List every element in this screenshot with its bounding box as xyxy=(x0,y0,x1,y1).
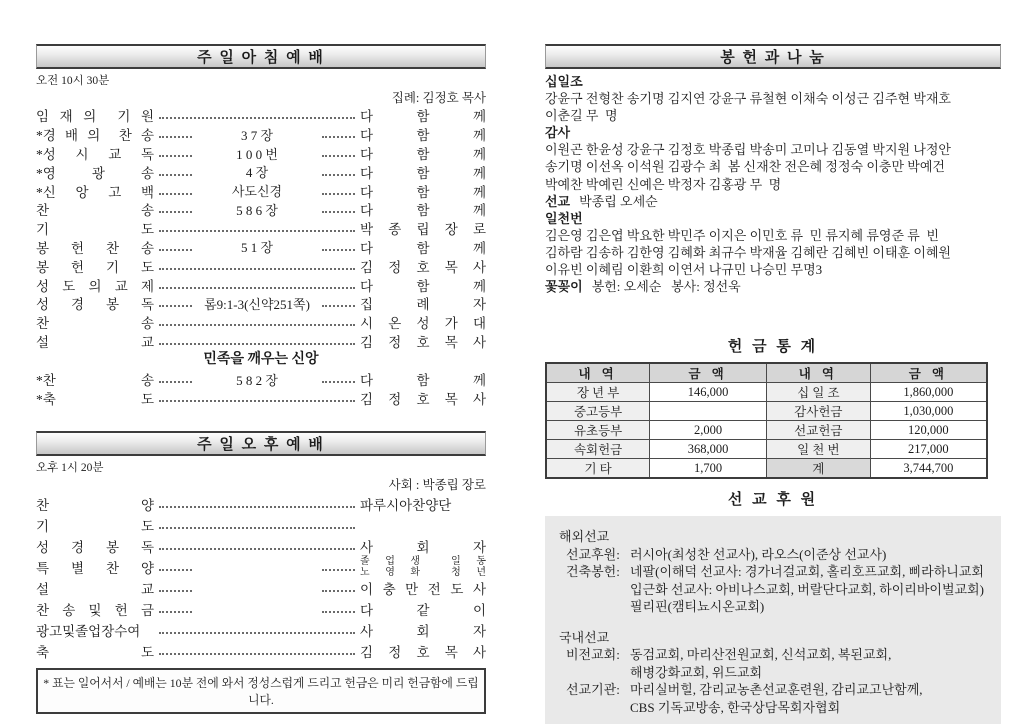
row-person: 다 함 께 xyxy=(360,128,486,144)
stats-label-cell: 일 천 번 xyxy=(766,440,870,459)
leader-dots xyxy=(322,305,355,307)
stats-header-cell: 내 역 xyxy=(546,363,650,383)
row-person: 다 함 께 xyxy=(360,373,486,389)
row-person: 김 정 호 목 사 xyxy=(360,644,486,660)
flower-heading: 꽃꽂이 xyxy=(545,279,583,295)
leader-dots xyxy=(159,305,192,307)
overseas-mission-group xyxy=(559,528,989,616)
row-value: 1 0 0 번 xyxy=(236,146,278,162)
row-label: 봉 헌 기 도 xyxy=(36,259,154,275)
service-row xyxy=(36,200,486,219)
worship-column xyxy=(36,44,486,714)
row-person: 집 례 자 xyxy=(360,297,486,313)
row-label: 축 도 xyxy=(36,644,154,660)
thanks-names: 송기명 이선옥 이석원 김광수 최 봄 신재찬 전은혜 정정숙 이충만 박예건 xyxy=(545,159,945,175)
row-value: 5 8 2 장 xyxy=(236,372,278,388)
leader-dots xyxy=(322,136,355,138)
row-label: *성 시 교 독 xyxy=(36,147,154,162)
row-person-line2: 노 영 화 청 년 xyxy=(360,566,486,578)
morning-service-order xyxy=(36,106,486,407)
row-label: 봉 헌 찬 송 xyxy=(36,240,154,256)
leader-dots xyxy=(159,611,192,613)
mission-offering-names: 박종립 오세순 xyxy=(579,193,658,209)
mission-line: 필리핀(캠티뇨시온교회) xyxy=(630,599,765,615)
stats-label-cell: 장 년 부 xyxy=(546,383,650,402)
thanks-heading: 감사 xyxy=(545,125,571,141)
leader-dots xyxy=(322,381,355,383)
leader-dots xyxy=(159,400,355,402)
mission-line: 동검교회, 마리산전원교회, 신석교회, 복된교회, xyxy=(630,647,892,663)
row-value: 3 7 장 xyxy=(240,127,274,143)
stats-value-cell: 146,000 xyxy=(650,383,767,402)
offering-column xyxy=(545,44,1001,724)
thanks-names: 이원곤 한윤성 강윤구 김정호 박종립 박송미 고미나 김동열 박지원 나정안 xyxy=(545,142,951,158)
leader-dots xyxy=(322,193,355,195)
row-person: 다 함 께 xyxy=(360,109,486,125)
stats-value-cell: 1,030,000 xyxy=(870,402,987,421)
mission-offering-line xyxy=(545,193,1001,210)
mission-item xyxy=(566,546,989,564)
row-person: 다 같 이 xyxy=(360,602,486,618)
row-label: 임 재 의 기 원 xyxy=(36,109,154,125)
row-label: *찬 송 xyxy=(36,373,154,389)
mission-item-label: 선교기관: xyxy=(566,682,620,698)
mission-item xyxy=(566,681,989,716)
leader-dots xyxy=(159,381,192,383)
mission-item-lines xyxy=(630,563,984,616)
leader-dots xyxy=(322,611,355,613)
row-label: 기 도 xyxy=(36,518,154,534)
stats-value-cell: 1,700 xyxy=(650,459,767,479)
thousand-names: 김하람 김송하 김한영 김혜화 최규수 박재율 김혜란 김혜빈 이태훈 이혜원 xyxy=(545,244,951,260)
service-row xyxy=(36,577,486,598)
service-row xyxy=(36,125,486,144)
mission-item-label: 비전교회: xyxy=(566,647,620,663)
stats-value-cell: 1,860,000 xyxy=(870,383,987,402)
stats-header-cell: 내 역 xyxy=(766,363,870,383)
leader-dots xyxy=(159,193,192,195)
service-row xyxy=(36,619,486,640)
row-label: 찬 송 xyxy=(36,203,154,219)
stats-row xyxy=(546,383,987,402)
leader-dots xyxy=(159,211,192,213)
row-label: 성 경 봉 독 xyxy=(36,297,154,313)
leader-dots xyxy=(159,117,355,119)
stats-header-cell: 금 액 xyxy=(870,363,987,383)
leader-dots xyxy=(322,590,355,592)
service-row xyxy=(36,640,486,661)
afternoon-service-title: 주 일 오 후 예 배 xyxy=(197,437,325,454)
offering-header-bar xyxy=(545,44,1001,69)
service-row xyxy=(36,144,486,163)
service-row xyxy=(36,219,486,238)
mission-line: 네팔(이해덕 선교사: 경가너걸교회, 홀리호프교회, 삐라하니교회 xyxy=(630,564,984,580)
row-person: 다 함 께 xyxy=(360,184,486,200)
bulletin-footnote: * 표는 일어서서 / 예배는 10분 전에 와서 정성스럽게 드리고 헌금은 미리 헌금함에 드립니다. xyxy=(36,668,486,714)
row-person: 다 함 께 xyxy=(360,147,486,162)
service-row xyxy=(36,535,486,556)
row-person: 박 종 립 장 로 xyxy=(360,222,486,238)
stats-label-cell: 감사헌금 xyxy=(766,402,870,421)
row-person: 사 회 자 xyxy=(360,539,486,555)
leader-dots xyxy=(159,174,192,176)
stats-total-value-cell: 3,744,700 xyxy=(870,459,987,479)
row-label: 특 별 찬 양 xyxy=(36,560,154,576)
row-label: 광고및졸업장수여 xyxy=(36,623,141,639)
stats-header-row xyxy=(546,363,987,383)
mission-line: 입근화 선교사: 아비나스교회, 버랄단다교회, 하이리바이벌교회) xyxy=(630,581,984,597)
leader-dots xyxy=(159,343,355,345)
service-row xyxy=(36,493,486,514)
leader-dots xyxy=(322,211,355,213)
row-value: 5 1 장 xyxy=(240,240,274,256)
leader-dots xyxy=(159,653,355,655)
mission-line: 러시아(최성찬 선교사), 라오스(이준상 선교사) xyxy=(630,546,887,562)
leader-dots xyxy=(159,268,355,270)
stats-label-cell: 선교헌금 xyxy=(766,421,870,440)
stats-row xyxy=(546,440,987,459)
leader-dots xyxy=(159,136,192,138)
stats-value-cell: 2,000 xyxy=(650,421,767,440)
row-label: 찬 송 및 헌 금 xyxy=(36,602,154,618)
service-row xyxy=(36,181,486,200)
afternoon-service-header-bar xyxy=(36,431,486,456)
leader-dots xyxy=(159,632,355,634)
stats-header-cell: 금 액 xyxy=(650,363,767,383)
service-row xyxy=(36,106,486,125)
service-row xyxy=(36,313,486,332)
thousand-names: 김은영 김은엽 박요한 박민주 이지은 이민호 류 민 류지혜 류영준 류 빈 xyxy=(545,227,939,243)
service-row xyxy=(36,275,486,294)
offering-stats-table xyxy=(545,362,988,479)
stats-row xyxy=(546,402,987,421)
stats-row xyxy=(546,421,987,440)
stats-label-cell: 유초등부 xyxy=(546,421,650,440)
row-label: 설 교 xyxy=(36,581,154,597)
row-person: 이 충 만 전 도 사 xyxy=(360,581,486,597)
service-row xyxy=(36,514,486,535)
leader-dots xyxy=(159,287,355,289)
row-person: 시 온 성 가 대 xyxy=(360,316,486,332)
row-person: 김 정 호 목 사 xyxy=(360,392,486,408)
leader-dots xyxy=(159,324,355,326)
mission-line: 해병강화교회, 위드교회 xyxy=(630,664,763,680)
row-value: 5 8 6 장 xyxy=(236,202,278,218)
flower-names: 봉헌: 오세순 봉사: 정선욱 xyxy=(591,279,741,295)
offering-lists xyxy=(545,73,1001,295)
row-label: 설 교 xyxy=(36,334,154,350)
leader-dots xyxy=(159,506,355,508)
tithe-names: 강윤구 전형찬 송기명 김지연 강윤구 류철현 이채숙 이성근 김주현 박재호 xyxy=(545,91,951,107)
leader-dots xyxy=(159,548,355,550)
mission-support-box xyxy=(545,516,1001,724)
afternoon-service-panel xyxy=(36,431,486,714)
tithe-names: 이춘길 무 명 xyxy=(545,108,618,124)
mission-item-lines xyxy=(630,546,886,564)
thanks-names: 박예찬 박예린 신예은 박정자 김홍광 무 명 xyxy=(545,176,782,192)
leader-dots xyxy=(322,249,355,251)
row-person-line1: 졸 업 생 일 동 xyxy=(360,555,486,567)
leader-dots xyxy=(322,569,355,571)
sermon-title: 민족을 깨우는 신앙 xyxy=(203,352,319,368)
stats-value-cell: 120,000 xyxy=(870,421,987,440)
mission-line: 마리실버힐, 감리교농촌선교훈련원, 감리교고난함께, xyxy=(630,682,923,698)
service-row xyxy=(36,370,486,389)
morning-service-time: 오전 10시 30분 xyxy=(36,75,110,87)
stats-value-cell: 368,000 xyxy=(650,440,767,459)
afternoon-service-time: 오후 1시 20분 xyxy=(36,462,104,475)
morning-service-title: 주 일 아 침 예 배 xyxy=(197,50,325,66)
row-label: *영 광 송 xyxy=(36,165,154,181)
thousand-names: 이유빈 이혜림 이환희 이연서 나규민 나승민 무명3 xyxy=(545,262,823,278)
mission-item-lines xyxy=(630,681,923,716)
service-row xyxy=(36,162,486,181)
row-value: 사도신경 xyxy=(231,184,283,200)
leader-dots xyxy=(322,155,355,157)
mission-support-title: 선 교 후 원 xyxy=(727,492,819,509)
row-person: 파루시아찬양단 xyxy=(360,497,452,513)
stats-value-cell xyxy=(650,402,767,421)
mission-line: CBS 기독교방송, 한국상담목회자협회 xyxy=(630,699,841,715)
row-person: 김 정 호 목 사 xyxy=(360,259,486,275)
morning-officiant: 집례: 김정호 목사 xyxy=(391,91,486,105)
domestic-mission-group xyxy=(559,629,989,717)
row-person-stacked xyxy=(360,556,486,578)
row-value: 롬9:1-3(신약251쪽) xyxy=(204,296,310,312)
leader-dots xyxy=(159,527,355,529)
leader-dots xyxy=(159,230,355,232)
row-person: 다 함 께 xyxy=(360,240,486,256)
row-person: 다 함 께 xyxy=(360,203,486,219)
service-row xyxy=(36,598,486,619)
stats-label-cell: 기 타 xyxy=(546,459,650,479)
leader-dots xyxy=(159,590,192,592)
stats-title: 헌 금 통 계 xyxy=(727,339,819,356)
row-person: 다 함 께 xyxy=(360,278,486,294)
morning-service-header-bar xyxy=(36,44,486,69)
afternoon-officiant: 사회 : 박종립 장로 xyxy=(388,478,486,493)
stats-label-cell: 속회헌금 xyxy=(546,440,650,459)
row-label: 찬 양 xyxy=(36,497,154,513)
tithe-heading: 십일조 xyxy=(545,74,583,89)
mission-offering-heading: 선교 xyxy=(545,193,571,209)
row-label: 성 경 봉 독 xyxy=(36,539,154,555)
row-label: *축 도 xyxy=(36,392,154,408)
row-label: 기 도 xyxy=(36,222,154,238)
leader-dots xyxy=(159,155,192,157)
row-label: 성 도 의 교 제 xyxy=(36,278,154,294)
mission-item-label: 선교후원: xyxy=(566,546,620,562)
stats-value-cell: 217,000 xyxy=(870,440,987,459)
service-row xyxy=(36,556,486,577)
leader-dots xyxy=(322,174,355,176)
row-label: 찬 송 xyxy=(36,316,154,332)
stats-total-row xyxy=(546,459,987,479)
afternoon-service-order xyxy=(36,493,486,661)
mission-item xyxy=(566,563,989,616)
mission-item-label: 건축봉헌: xyxy=(566,564,620,580)
stats-label-cell: 중고등부 xyxy=(546,402,650,421)
thousand-heading: 일천번 xyxy=(545,210,583,226)
mission-item xyxy=(566,646,989,681)
mission-item-lines xyxy=(630,646,891,681)
offering-title: 봉 헌 과 나 눔 xyxy=(720,50,826,66)
row-label: *신 앙 고 백 xyxy=(36,184,154,200)
service-row xyxy=(36,332,486,351)
overseas-mission-heading: 해외선교 xyxy=(559,529,610,545)
stats-label-cell: 십 일 조 xyxy=(766,383,870,402)
stats-total-label-cell: 계 xyxy=(766,459,870,479)
row-person: 김 정 호 목 사 xyxy=(360,334,486,350)
row-person: 사 회 자 xyxy=(360,623,486,639)
leader-dots xyxy=(159,569,192,571)
service-row xyxy=(36,389,486,408)
leader-dots xyxy=(159,249,192,251)
row-value: 4 장 xyxy=(245,165,269,181)
flower-line xyxy=(545,278,1001,295)
domestic-mission-heading: 국내선교 xyxy=(559,629,610,645)
service-row xyxy=(36,256,486,275)
service-row xyxy=(36,238,486,257)
row-label: *경 배 의 찬 송 xyxy=(36,128,154,144)
row-person: 다 함 께 xyxy=(360,165,486,181)
service-row xyxy=(36,294,486,313)
